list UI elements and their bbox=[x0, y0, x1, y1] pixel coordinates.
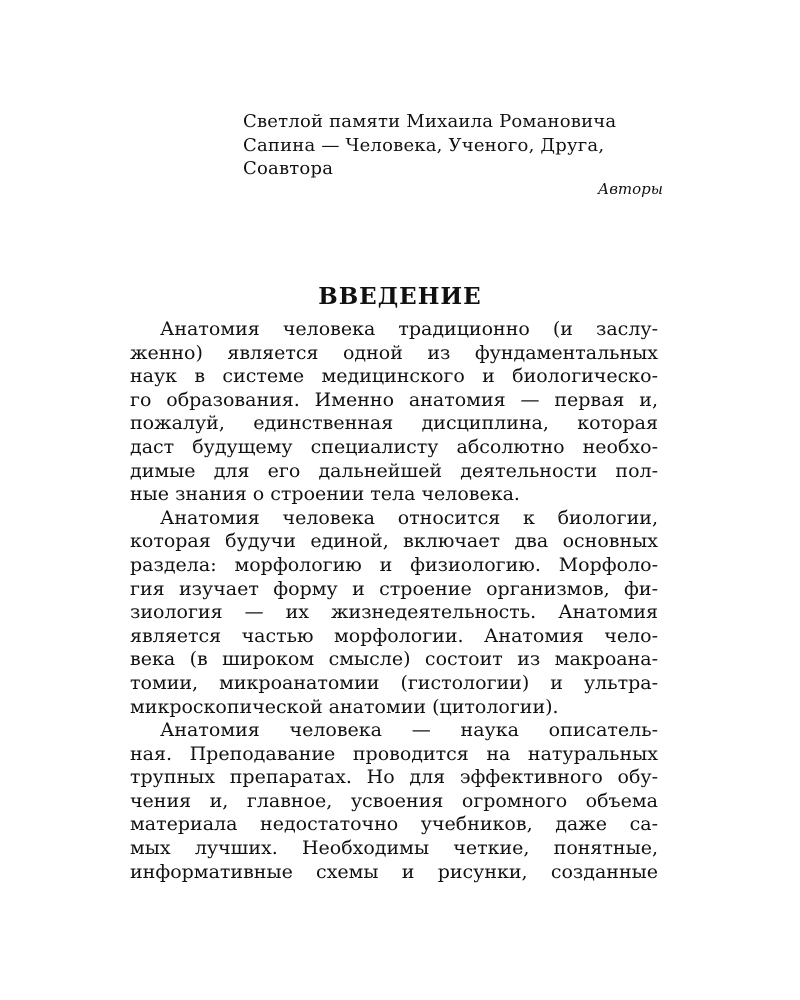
paragraph-line: димые для его дальнейшей деятельности пол- bbox=[130, 459, 658, 482]
paragraph-line: гия изучает форму и строение организмов, фи- bbox=[130, 577, 658, 600]
paragraph-line: раздела: морфологию и физиологию. Морфоло- bbox=[130, 553, 658, 576]
paragraph-line: является частью морфологии. Анатомия чело- bbox=[130, 624, 658, 647]
paragraph-line: мых лучших. Необходимы четкие, понятные, bbox=[130, 837, 658, 860]
paragraph-line: пожалуй, единственная дисциплина, которая bbox=[130, 412, 658, 435]
paragraph-line: которая будучи единой, включает два основных bbox=[130, 530, 658, 553]
paragraph-line: микроскопической анатомии (цитологии). bbox=[130, 695, 559, 718]
paragraph-line: томии, микроанатомии (гистологии) и ультра- bbox=[130, 671, 658, 694]
paragraph-line: зиология — их жизнедеятельность. Анатомия bbox=[130, 601, 658, 624]
dedication-line: Соавтора bbox=[243, 158, 334, 179]
paragraph-line: чения и, главное, усвоения огромного объема bbox=[130, 789, 658, 812]
dedication-line: Сапина — Человека, Ученого, Друга, bbox=[243, 134, 605, 156]
paragraph-line: го образования. Именно анатомия — первая и, bbox=[130, 388, 658, 411]
paragraph-line: материала недостаточно учебников, даже са- bbox=[130, 813, 658, 836]
paragraph-line: даст будущему специалисту абсолютно необхо- bbox=[130, 435, 658, 458]
section-heading: ВВЕДЕНИЕ bbox=[318, 283, 482, 310]
dedication-block bbox=[243, 110, 663, 198]
paragraph-line: Анатомия человека традиционно (и заслу- bbox=[160, 318, 658, 340]
body-text bbox=[130, 318, 658, 884]
paragraph-line: века (в широком смысле) состоит из макроана- bbox=[130, 648, 658, 671]
paragraph-line: информативные схемы и рисунки, созданные bbox=[130, 860, 658, 883]
paragraph-line: Анатомия человека относится к биологии, bbox=[160, 506, 658, 529]
paragraph-line: наук в системе медицинского и биологическо- bbox=[130, 365, 658, 388]
paragraph-line: Анатомия человека — наука описатель- bbox=[160, 719, 658, 742]
dedication-signature: Авторы bbox=[597, 180, 663, 198]
paragraph-line: трупных препаратах. Но для эффективного обу- bbox=[130, 766, 658, 789]
paragraph-line: женно) является одной из фундаментальных bbox=[130, 341, 658, 364]
paragraph-line: ная. Преподавание проводится на натуральных bbox=[130, 742, 658, 765]
dedication-line: Светлой памяти Михаила Романовича bbox=[243, 111, 617, 132]
paragraph-line: ные знания о строении тела человека. bbox=[130, 483, 520, 506]
